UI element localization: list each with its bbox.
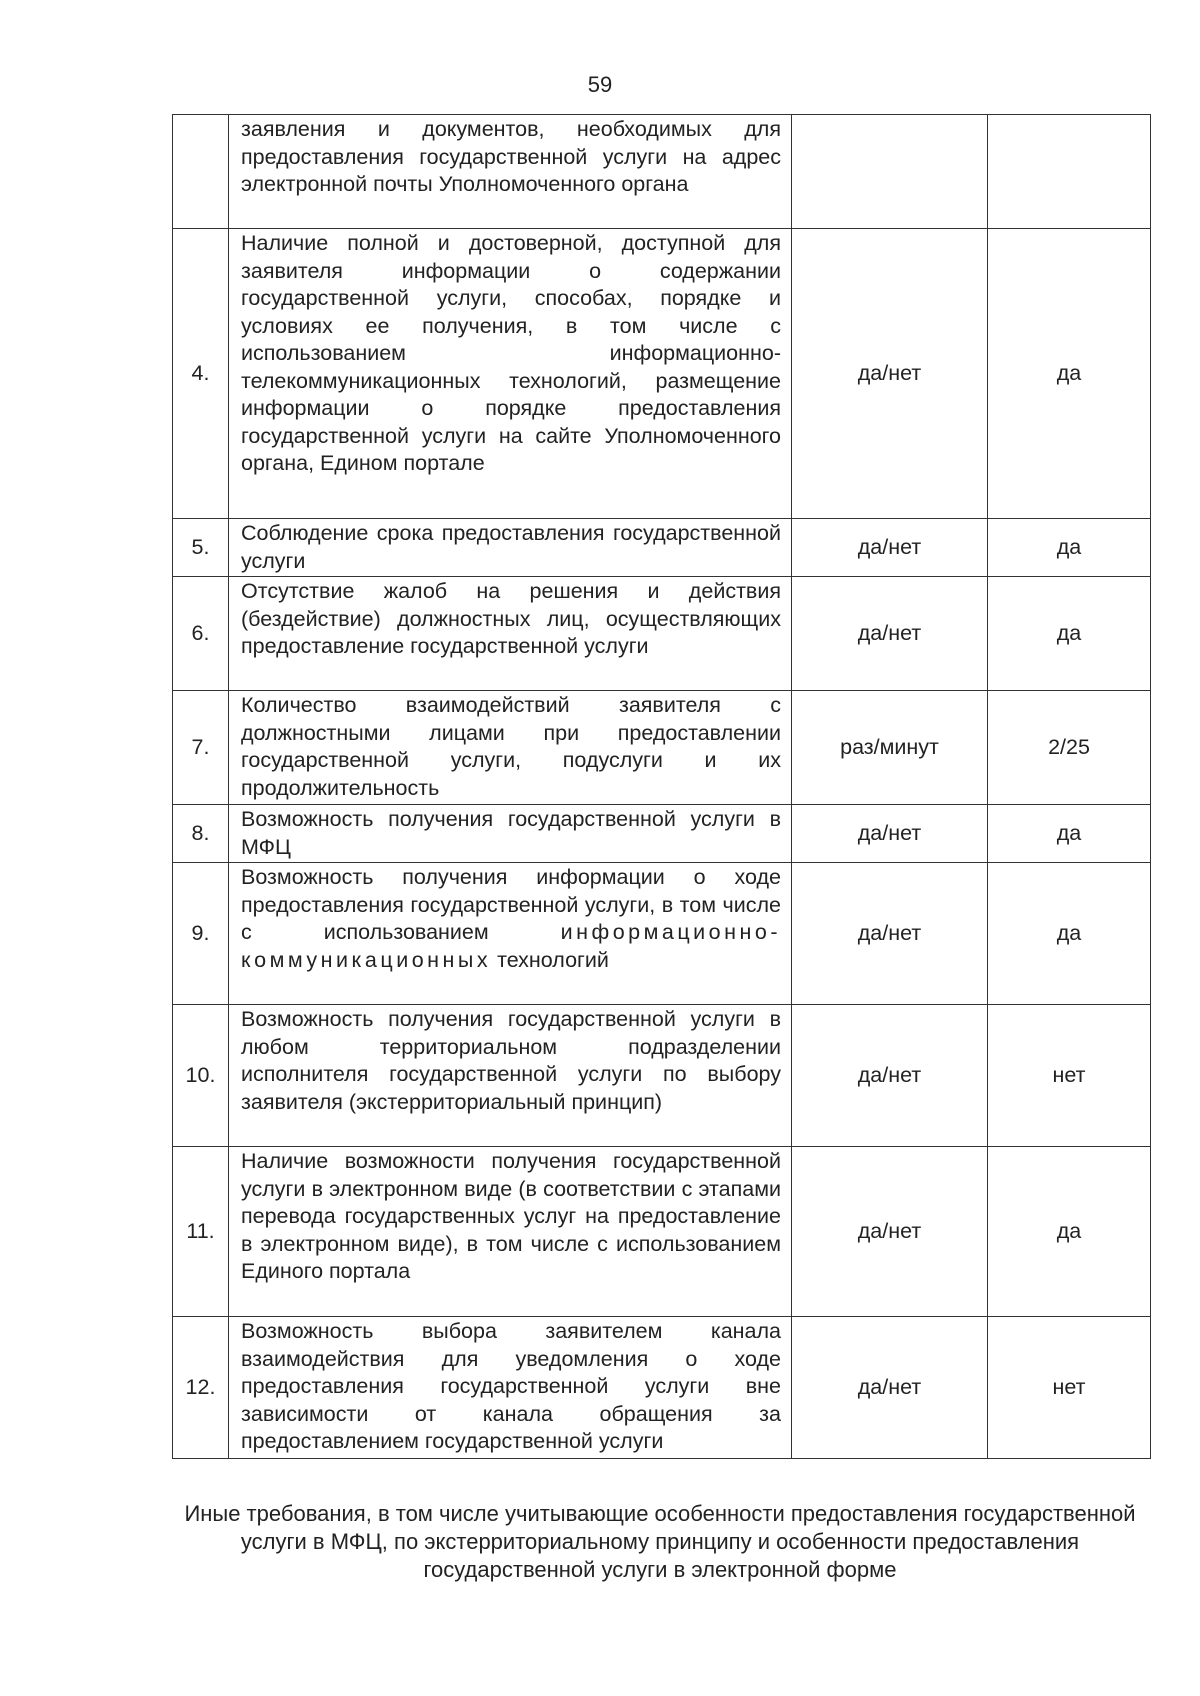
row-description: заявления и документов, необходимых для предоставления государственной услуги на адрес электронной почты Уполномоченного органа [229, 115, 792, 229]
row-value: да [988, 229, 1151, 519]
table-row [173, 229, 1151, 519]
row-value: да [988, 1147, 1151, 1317]
row-number: 11. [173, 1147, 229, 1317]
page-number: 59 [587, 72, 613, 97]
row-unit: да/нет [792, 577, 988, 691]
row-unit: да/нет [792, 1005, 988, 1147]
row-unit: да/нет [792, 519, 988, 577]
row-value: нет [988, 1005, 1151, 1147]
row-description: Отсутствие жалоб на решения и действия (бездействие) должностных лиц, осуществляющих предоставление государственной услуги [229, 577, 792, 691]
table-row [173, 863, 1151, 1005]
row-value: нет [988, 1317, 1151, 1459]
row-number: 6. [173, 577, 229, 691]
row-description: Возможность получения государственной услуги в любом территориальном подразделении исполнителя государственной услуги по выбору заявителя (экстерриториальный принцип) [229, 1005, 792, 1147]
row-description: Соблюдение срока предоставления государственной услуги [229, 519, 792, 577]
table-row [173, 1005, 1151, 1147]
row-unit: да/нет [792, 1317, 988, 1459]
table-row [173, 115, 1151, 229]
row-unit: да/нет [792, 805, 988, 863]
row-number [173, 115, 229, 229]
row-unit [792, 115, 988, 229]
table-row [173, 1147, 1151, 1317]
row-description: Возможность выбора заявителем канала взаимодействия для уведомления о ходе предоставления государственной услуги вне зависимости от канала обращения за предоставлением государственной услуги [229, 1317, 792, 1459]
row-number: 5. [173, 519, 229, 577]
table-row [173, 805, 1151, 863]
row-value: да [988, 805, 1151, 863]
row-description: Количество взаимодействий заявителя с должностными лицами при предоставлении государственной услуги, подуслуги и их продолжительность [229, 691, 792, 805]
row-number: 12. [173, 1317, 229, 1459]
row-number: 9. [173, 863, 229, 1005]
row-value: да [988, 863, 1151, 1005]
row-value: 2/25 [988, 691, 1151, 805]
row-value: да [988, 519, 1151, 577]
other-requirements-heading: Иные требования, в том числе учитывающие особенности предоставления государственной услуги в МФЦ, по экстерриториальному принципу и особенности предоставления государственной услуги в электронной форме [184, 1501, 1136, 1582]
row-description: Наличие полной и достоверной, доступной для заявителя информации о содержании государственной услуги, способах, порядке и условиях ее получения, в том числе с использованием информационно-телекоммуникационных технологий, размещение информации о порядке предоставления государственной услуги на сайте Уполномоченного органа, Едином портале [229, 229, 792, 519]
row-number: 8. [173, 805, 229, 863]
indicators-table [172, 114, 1151, 1459]
table-row [173, 691, 1151, 805]
row-unit: раз/минут [792, 691, 988, 805]
row-value [988, 115, 1151, 229]
row-number: 4. [173, 229, 229, 519]
row-number: 7. [173, 691, 229, 805]
row-value: да [988, 577, 1151, 691]
row-unit: да/нет [792, 1147, 988, 1317]
row-description: Наличие возможности получения государственной услуги в электронном виде (в соответствии с этапами перевода государственных услуг на предоставление в электронном виде), в том числе с использованием Единого портала [229, 1147, 792, 1317]
row-unit: да/нет [792, 863, 988, 1005]
row-description: Возможность получения информации о ходе предоставления государственной услуги, в том числе с использованием информационно-коммуникационных технологий [229, 863, 792, 1005]
table-row [173, 1317, 1151, 1459]
table-row [173, 519, 1151, 577]
row-description: Возможность получения государственной услуги в МФЦ [229, 805, 792, 863]
row-number: 10. [173, 1005, 229, 1147]
table-row [173, 577, 1151, 691]
row-unit: да/нет [792, 229, 988, 519]
